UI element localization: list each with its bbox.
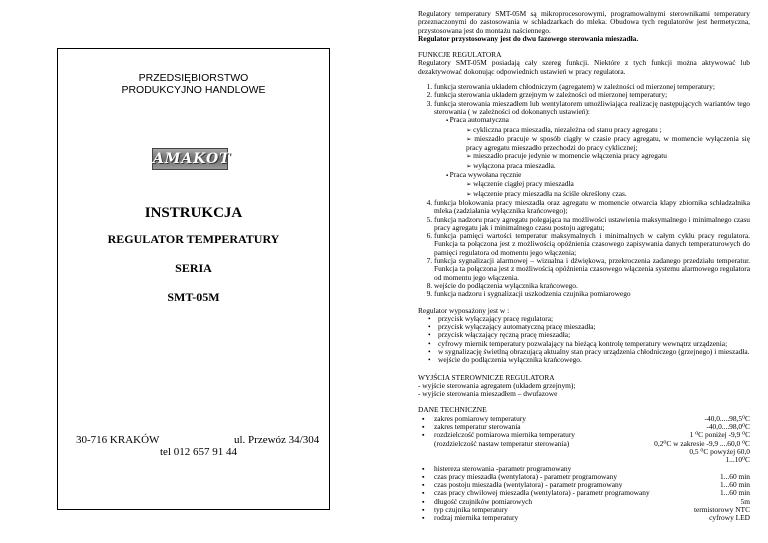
auto-mode-options — [446, 126, 750, 171]
tech-label: czas postoju mieszadła (wentylatora) - parametr programowany — [434, 481, 623, 490]
company-line-1: PRZEDSIĘBIORSTWO — [138, 72, 249, 84]
cover-page — [57, 48, 330, 510]
company-line-2: PRODUKCYJNO HANDLOWE — [121, 84, 266, 96]
tech-label: długość czujników pomiarowych — [434, 497, 533, 506]
tech-label: rodzaj miernika temperatury — [434, 514, 519, 523]
tech-row — [418, 415, 750, 423]
tech-label: rozdzielczość pomiarowa miernika temperatury — [434, 431, 575, 440]
doc-title: INSTRUKCJA — [144, 205, 243, 221]
list-item: 1. funkcja sterowania układem chłodniczym (agregatem) w zależności od mierzonej temperatury; — [434, 83, 750, 91]
list-item: • w sygnalizację świetlną obrazującą aktualny stan pracy urządzenia chłodniczego (grzejnego) i mieszadła. — [428, 348, 750, 356]
tech-heading: DANE TECHNICZNE — [418, 405, 487, 415]
doc-subtitle: REGULATOR TEMPERATURY — [107, 232, 280, 246]
tech-value: cyfrowy LED — [709, 514, 750, 523]
tech-value: 1...60 min — [720, 472, 750, 481]
list-item: • cyfrowy miernik temperatury pozwalający na bieżącą kontrolę temperatury wewnątrz urządzenia; — [428, 340, 750, 348]
tech-value: 5m — [740, 497, 750, 506]
list-item: 8. wejście do podłączenia wyłącznika krańcowego. — [434, 282, 750, 290]
list-item: • przycisk włączający ręczną pracę mieszadła; — [428, 331, 750, 339]
auto-mode-list — [434, 116, 750, 199]
list-item-text: funkcja sterowania mieszadłem lub wentylatorem umożliwiająca realizację następujących wariantów tego sterowania ( w zależności od dokonanych ustawień): — [434, 98, 750, 116]
tech-label: zakres pomiarowy temperatury — [434, 414, 526, 423]
functions-heading: FUNKCJE REGULATORA — [418, 50, 502, 60]
address-street: ul. Przewóz 34/304 — [234, 434, 320, 446]
tech-row — [418, 423, 750, 431]
address-city: 30-716 KRAKÓW — [76, 434, 160, 446]
tech-value: 0,2⁰C w zakresie -9,9 ....60,0 ⁰C — [654, 439, 750, 448]
list-item: 2. funkcja sterowania układem grzejnym w zależności od mierzonej temperatury; — [434, 91, 750, 99]
list-item: • wejście do podłączenia wyłącznika krańcowego. — [428, 356, 750, 364]
list-item: ➢ cykliczna praca mieszadła, niezależna od stanu pracy agregatu ; — [466, 126, 750, 135]
output-item: - wyjście sterowania agregatem (układem grzejnym); — [418, 380, 576, 390]
tech-label: czas pracy chwilowej mieszadła (wentylatora) - parametr programowany — [434, 489, 650, 498]
auto-mode-label: Praca automatyczna — [449, 115, 509, 125]
series-label: SERIA — [175, 261, 212, 275]
tech-value: 0,5 ⁰C powyżej 60,0 — [689, 446, 750, 456]
tech-value: 1...60 min — [720, 489, 750, 498]
tech-row — [418, 465, 750, 473]
list-item: 9. funkcja nadzoru i sygnalizacji uszkodzenia czujnika pomiarowego — [434, 290, 750, 298]
functions-text: Regulatory SMT-05M posiadają cały szereg funkcji. Niektóre z tych funkcji można aktywować lub dezaktywować dokonując odpowiednich ustawień w pracy regulatora. — [418, 58, 750, 76]
list-item — [446, 116, 750, 171]
list-item: 4. funkcja blokowania pracy mieszadła oraz agregatu w momencie otwarcia klapy zbiornika schładzalnika mleka (zadziałania wyłącznika krańcowego); — [434, 199, 750, 216]
list-item: ➢ włączenie ciągłej pracy mieszadła — [466, 180, 750, 189]
tech-row — [418, 506, 750, 514]
list-item — [446, 171, 750, 199]
list-item: ➢ wyłączona praca mieszadła. — [466, 162, 750, 171]
list-item: 7. funkcja sygnalizacji alarmowej – wizualna i dźwiękowa, przekroczenia zadanego przedziału temperatur. Funkcja ta połączona jest z możliwością opóźnienia czasowego włączenia systemu alarmowego regulatora od momentu jego włączenia. — [434, 257, 750, 282]
tech-label: typ czujnika temperatury — [434, 506, 508, 515]
tech-row — [418, 514, 750, 522]
output-item: - wyjście sterowania mieszadłem – dwufazowe — [418, 389, 558, 399]
list-item: 5. funkcja nadzoru pracy agregatu polegająca na możliwości ustawienia maksymalnego i minimalnego czasu pracy agregatu jak i minimalnego czasu postoju agregatu; — [434, 216, 750, 233]
tech-row — [418, 431, 750, 439]
manual-mode-options — [446, 180, 750, 199]
list-item: ➢ mieszadło pracuje w sposób ciągły w czasie pracy agregatu, w momencie wyłączenia się pracy agregatu mieszadło przechodzi do pracy cyklicznej; — [466, 135, 750, 153]
manual-mode-label: Praca wywołana ręcznie — [449, 170, 522, 180]
tech-row — [418, 481, 750, 489]
list-item: 6. funkcja pamięci wartości temperatur maksymalnych i minimalnych w całym cyklu pracy regulatora. Funkcja ta połączona jest z możliwością opóźnienia czasowego zapisywania danych temperaturowych do pamięci regulatora od momentu jego włączenia; — [434, 232, 750, 257]
spec-text — [418, 0, 750, 523]
company-logo: AMAKOT — [152, 148, 228, 170]
tech-value: 1 ⁰C poniżej -9,9 ⁰C — [689, 431, 750, 440]
tech-list-2 — [418, 465, 750, 523]
functions-list — [418, 83, 750, 298]
phone-number: tel 012 657 91 44 — [160, 446, 237, 458]
tech-row — [418, 489, 750, 497]
equipment-list — [418, 315, 750, 365]
list-item: • przycisk wyłączający pracę regulatora; — [428, 315, 750, 323]
list-item: ➢ mieszadło pracuje jedynie w momencie włączenia pracy agregatu — [466, 152, 750, 161]
intro-bold: Regulator przystosowany jest do dwu fazowego sterowania mieszadła. — [418, 33, 639, 43]
tech-value: 1...10⁰C — [725, 455, 750, 465]
tech-value: -40,0.....98,5⁰C — [704, 414, 750, 423]
tech-value: -40,0....98,0⁰C — [706, 423, 750, 432]
model-name: SMT-05M — [167, 290, 220, 304]
intro-text: Regulatory temperatury SMT-05M są mikroprocesorowymi, programowalnymi sterownikami temperatury przeznaczonymi do zastosowania w schładzarkach do mleka. Obudowa tych regulatorów jest hermetyczna, przystosowana jest do montażu naściennego. — [418, 9, 750, 35]
tech-row — [418, 473, 750, 481]
tech-label: (rozdzielczość nastaw temperatur sterowania) — [434, 439, 570, 448]
tech-value: termistorowy NTC — [693, 506, 750, 515]
list-item: • przycisk wyłączający automatyczną pracę mieszadła; — [428, 323, 750, 331]
tech-label: czas pracy mieszadła (wentylatora) - parametr programowany — [434, 472, 618, 481]
equipment-intro: Regulator wyposażony jest w : — [418, 305, 510, 315]
list-item: ➢ włączenie pracy mieszadła na ściśle określony czas. — [466, 190, 750, 199]
tech-row — [418, 498, 750, 506]
tech-list — [418, 415, 750, 440]
outputs-heading: WYJŚCIA STEROWNICZE REGULATORA — [418, 372, 555, 382]
tech-value: 1...60 min — [720, 481, 750, 490]
tech-label: histereza sterowania -parametr programowany — [434, 464, 572, 473]
tech-label: zakres temperatur sterowania — [434, 423, 521, 432]
list-item — [434, 100, 750, 199]
